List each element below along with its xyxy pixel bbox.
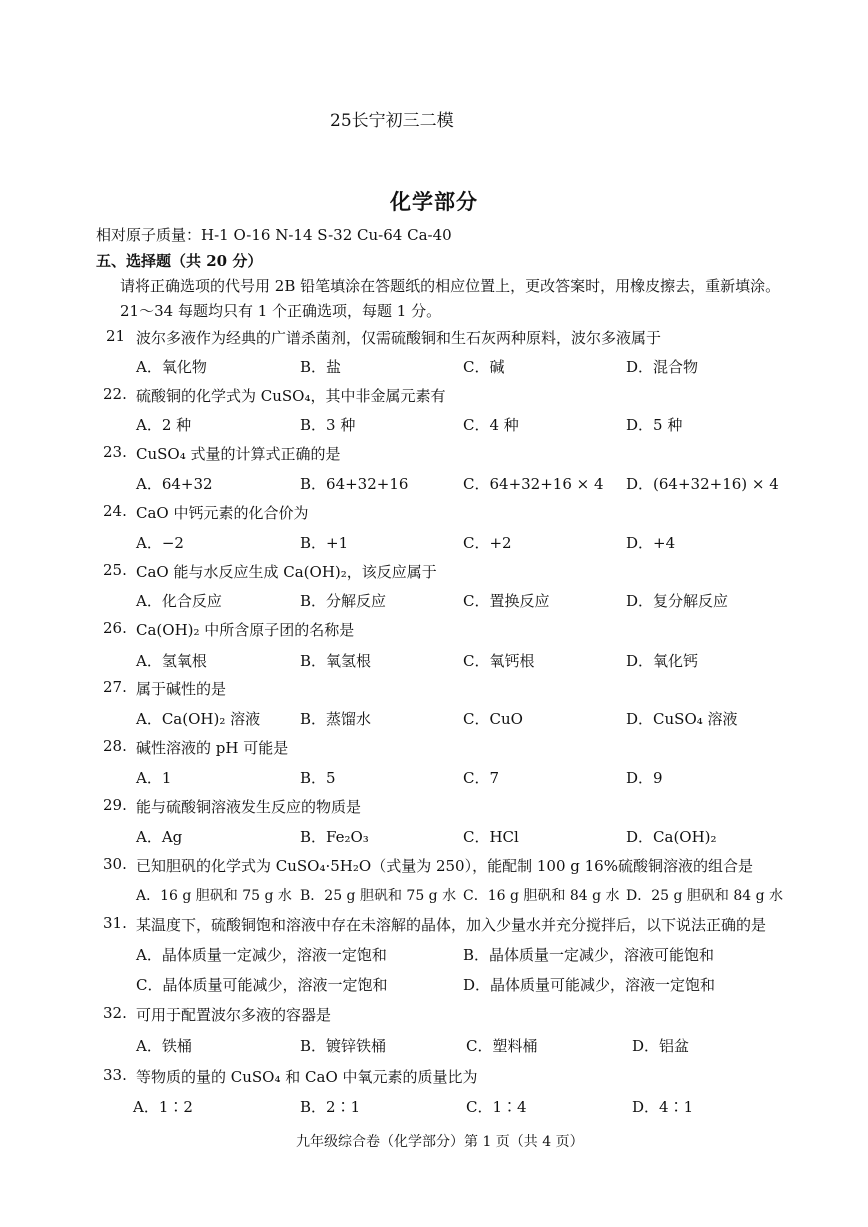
option-c: C．氧钙根: [463, 652, 535, 670]
option-c: C．64+32+16 × 4: [463, 475, 604, 493]
question-text: Ca(OH)₂ 中所含原子团的名称是: [136, 621, 355, 639]
question-number: 29.: [103, 796, 127, 814]
option-b: B．3 种: [300, 416, 356, 434]
option-c: C．7: [463, 769, 500, 787]
question-number: 31.: [103, 914, 127, 932]
option-d: D．4∶1: [632, 1098, 694, 1116]
option-c: C．1∶4: [466, 1098, 527, 1116]
section-instruction-1: 请将正确选项的代号用 2B 铅笔填涂在答题纸的相应位置上，更改答案时，用橡皮擦去，重新填涂。: [120, 277, 781, 295]
question-number: 32.: [103, 1004, 127, 1022]
option-d: D．混合物: [626, 358, 699, 376]
option-d: D．5 种: [626, 416, 683, 434]
option-d: D．+4: [626, 534, 676, 552]
option-a: A．Ag: [136, 828, 183, 846]
question-text: 波尔多液作为经典的广谱杀菌剂，仅需硫酸铜和生石灰两种原料，波尔多液属于: [136, 329, 662, 347]
question-number: 25.: [103, 561, 127, 579]
option-b: B．镀锌铁桶: [300, 1037, 387, 1055]
question-text: 已知胆矾的化学式为 CuSO₄·5H₂O（式量为 250），能配制 100 g 16%硫酸铜溶液的组合是: [136, 857, 753, 875]
question-number: 21: [106, 327, 126, 345]
option-b: B．Fe₂O₃: [300, 828, 369, 846]
option-c: C．CuO: [463, 710, 523, 728]
question-text: CaO 能与水反应生成 Ca(OH)₂，该反应属于: [136, 563, 437, 581]
option-a: A．晶体质量一定减少，溶液一定饱和: [136, 946, 387, 964]
option-c: C．塑料桶: [466, 1037, 538, 1055]
question-text: 碱性溶液的 pH 可能是: [136, 739, 289, 757]
option-a: A．2 种: [136, 416, 192, 434]
option-a: A．64+32: [136, 475, 213, 493]
question-text: 属于碱性的是: [136, 680, 227, 698]
option-c: C．HCl: [463, 828, 519, 846]
atomic-masses: 相对原子质量：H-1 O-16 N-14 S-32 Cu-64 Ca-40: [96, 226, 452, 244]
option-b: B．盐: [300, 358, 342, 376]
option-c: C．置换反应: [463, 592, 550, 610]
option-b: B．25 g 胆矾和 75 g 水: [300, 888, 457, 904]
option-b: B．+1: [300, 534, 349, 552]
option-d: D．(64+32+16) × 4: [626, 475, 779, 493]
question-text: 等物质的量的 CuSO₄ 和 CaO 中氧元素的质量比为: [136, 1068, 478, 1086]
option-d: D．复分解反应: [626, 592, 729, 610]
question-number: 22.: [103, 385, 127, 403]
question-text: 能与硫酸铜溶液发生反应的物质是: [136, 798, 362, 816]
question-number: 28.: [103, 737, 127, 755]
option-d: D．氧化钙: [626, 652, 699, 670]
option-a: A．−2: [136, 534, 184, 552]
question-number: 26.: [103, 619, 127, 637]
question-text: 硫酸铜的化学式为 CuSO₄，其中非金属元素有: [136, 387, 446, 405]
question-text: 某温度下，硫酸铜饱和溶液中存在未溶解的晶体，加入少量水并充分搅拌后，以下说法正确的是: [136, 916, 767, 934]
option-d: D．Ca(OH)₂: [626, 828, 717, 846]
option-d: D．铝盆: [632, 1037, 690, 1055]
option-a: A．化合反应: [136, 592, 222, 610]
section-instruction-2: 21～34 每题均只有 1 个正确选项，每题 1 分。: [120, 302, 442, 320]
option-d: D．CuSO₄ 溶液: [626, 710, 738, 728]
option-b: B．蒸馏水: [300, 710, 372, 728]
exam-tag: 25长宁初三二模: [330, 111, 454, 131]
option-a: A．1∶2: [133, 1098, 193, 1116]
option-c: C．晶体质量可能减少，溶液一定饱和: [136, 976, 388, 994]
option-a: A．氧化物: [136, 358, 207, 376]
question-number: 23.: [103, 443, 127, 461]
section-heading: 五、选择题（共 20 分）: [96, 252, 263, 270]
question-number: 24.: [103, 502, 127, 520]
option-d: D．晶体质量可能减少，溶液一定饱和: [463, 976, 716, 994]
option-b: B．分解反应: [300, 592, 387, 610]
option-a: A．铁桶: [136, 1037, 192, 1055]
option-c: C．16 g 胆矾和 84 g 水: [463, 888, 620, 904]
page-title: 化学部分: [390, 189, 478, 214]
question-text: 可用于配置波尔多液的容器是: [136, 1006, 332, 1024]
option-a: A．16 g 胆矾和 75 g 水: [136, 888, 292, 904]
option-a: A．Ca(OH)₂ 溶液: [136, 710, 261, 728]
question-text: CuSO₄ 式量的计算式正确的是: [136, 445, 341, 463]
option-b: B．晶体质量一定减少，溶液可能饱和: [463, 946, 715, 964]
option-c: C．4 种: [463, 416, 519, 434]
option-b: B．氧氢根: [300, 652, 372, 670]
option-b: B．5: [300, 769, 336, 787]
question-number: 27.: [103, 678, 127, 696]
page-footer: 九年级综合卷（化学部分）第 1 页（共 4 页）: [296, 1134, 584, 1150]
question-text: CaO 中钙元素的化合价为: [136, 504, 309, 522]
option-a: A．1: [136, 769, 172, 787]
question-number: 30.: [103, 855, 127, 873]
question-number: 33.: [103, 1066, 127, 1084]
option-d: D．25 g 胆矾和 84 g 水: [626, 888, 784, 904]
option-c: C．碱: [463, 358, 505, 376]
option-b: B．64+32+16: [300, 475, 409, 493]
option-a: A．氢氧根: [136, 652, 207, 670]
option-d: D．9: [626, 769, 663, 787]
option-c: C．+2: [463, 534, 512, 552]
option-b: B．2∶1: [300, 1098, 361, 1116]
